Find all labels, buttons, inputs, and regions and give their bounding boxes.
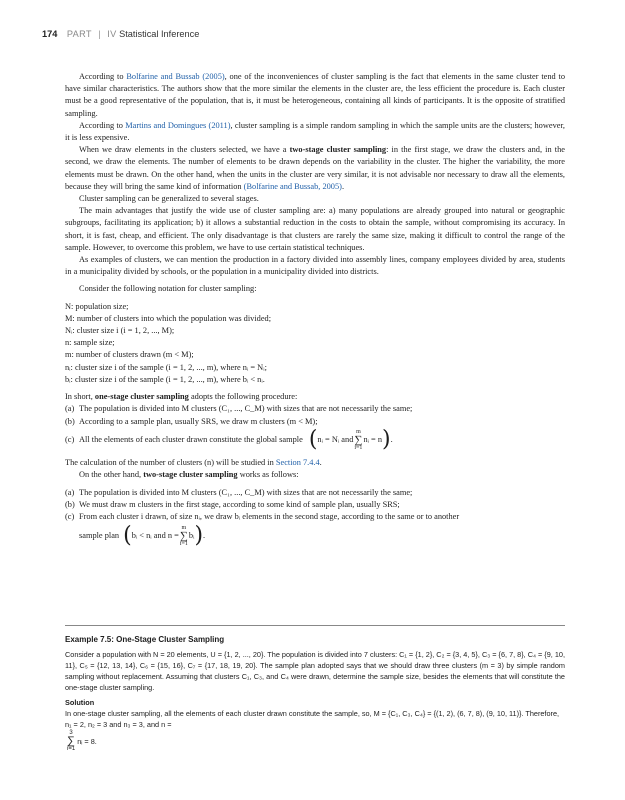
summation: m ∑ i=1 [179,524,188,547]
example-text: Consider a population with N = 20 elements, U = {1, 2, ..., 20}. The population is divided into 7 clusters: C₁ = {1, 2}, C₂ = {3, 4, 5}, C₃ = {6, 7, 8}, C₄ = {9, 10, 11}, C₅ = {12, 13, 14}, C₆ = {15, 16}, C₇ = {17, 18, 19, 20}. The sample plan adopted says that we should draw three clusters (m = 3) by simple random sampling without replacement. Assuming that clusters C₁, C₃, and C₄ were drawn, determine the sample size, besides the elements that will constitute the one-stage cluster sampling. [65,650,565,692]
summation: m ∑ i=1 [354,429,363,452]
paragraph-2: According to Martins and Domingues (2011), cluster sampling is a simple random sampling in which the sample units are the clusters; however, it is less expensive. [65,120,565,143]
part-label: PART [66,29,92,39]
paragraph-3: When we draw elements in the clusters selected, we have a two-stage cluster sampling: in the first stage, we draw the clusters and, in the second, we draw the elements. The number of elements to be drawn depends on the variability in the cluster. The higher the variability, the more elements must be drawn. On the other hand, when the units in the cluster are very similar, it is not advisable nor necessary to draw all the elements, because they will bring the same kind of information (Bolfarine and Bussab, 2005). [65,145,565,191]
list-item: (c) All the elements of each cluster drawn constitute the global sample ( nᵢ = Nᵢ and m ∑ i=1 nᵢ = n ) . [65,427,393,453]
math-equation: bᵢ < nᵢ and n = [131,530,179,540]
main-text [65,71,565,548]
list-item: (c) From each cluster i drawn, of size nᵢ, we draw bᵢ elements in the second stage, according to the same or to another [65,512,460,522]
paragraph-6: As examples of clusters, we can mention the production in a factory divided into assembly lines, company employees divided by area, students in a municipality divided by schools, or the population in a municipality divided into districts. [65,255,565,277]
page-number: 174 [42,29,58,39]
paragraph-1: According to Bolfarine and Bussab (2005), one of the inconveniences of cluster sampling is the fact that elements in the same cluster tend to have similar characteristics. The authors show that the more similar the elements in the cluster are, the less efficient the procedure is. Each cluster must be a good representative of the population, that is, it must be heterogeneous, containing all kinds of participants. It is the opposite of stratified sampling. [65,72,565,118]
part-number: IV [107,29,117,39]
notation-item: Nᵢ: cluster size i (i = 1, 2, ..., M); [65,326,175,336]
math-equation: nᵢ = Nᵢ and [317,434,354,444]
solution-label: Solution [65,698,95,707]
paragraph-5: The main advantages that justify the wide use of cluster sampling are: a) many populations are already grouped into natural or geographic subgroups, facilitating its application; b) it allows a substantial reduction in the costs to obtain the sample, without compromising its accuracy. In short, it is fast, cheap, and efficient. The only disadvantage is that clusters are rarely the same size, making it difficult to control the range of the sample. However, to overcome this problem, we have to use certain statistical techniques. [65,206,565,252]
notation-item: n: sample size; [65,338,115,348]
two-stage-steps [65,487,565,548]
section-link[interactable]: Section 7.4.4 [275,458,320,468]
list-item: (a) The population is divided into M clusters (C₁, ..., C_M) with sizes that are not necessarily the same; [65,404,413,414]
notation-item: nᵢ: cluster size i of the sample (i = 1, 2, ..., m), where nᵢ = Nᵢ; [65,362,267,372]
list-item: sample plan ( bᵢ < nᵢ and n = m ∑ i=1 bᵢ ) . [79,522,206,548]
calc-paragraph: The calculation of the number of clusters (n) will be studied in Section 7.4.4. [65,458,322,468]
one-stage-intro: In short, one-stage cluster sampling adopts the following procedure: [65,392,298,402]
citation-link[interactable]: Martins and Domingues (2011) [125,120,231,130]
running-header [42,29,199,39]
notation-item: bᵢ: cluster size i of the sample (i = 1, 2, ..., m), where bᵢ < nᵢ. [65,374,265,384]
citation-link[interactable]: Bolfarine and Bussab (2005) [126,72,225,81]
summation: 3 ∑ i=1 [67,730,76,752]
header-separator: | [98,29,101,39]
solution-text: In one-stage cluster sampling, all the elements of each cluster drawn constitute the sample, so, M = {C₁, C₃, C₄} = {(1, 2), (6, 7, 8), (9, 10, 11)}. Therefore, n₁ = 2, n₂ = 3 and n₃ = 3, and n = 3 ∑ i=1 nᵢ = 8. [65,709,560,752]
list-item: (b) We must draw m clusters in the first stage, according to some kind of sample plan, usually SRS; [65,499,400,509]
chapter-title: Statistical Inference [119,29,200,39]
notation-item: N: population size; [65,301,129,311]
list-item: (a) The population is divided into M clusters (C₁, ..., C_M) with sizes that are not necessarily the same; [65,487,413,497]
citation-link[interactable]: (Bolfarine and Bussab, 2005) [243,181,342,191]
example-box [65,625,565,752]
example-title: Example 7.5: One-Stage Cluster Sampling [65,635,225,644]
one-stage-steps [65,403,565,452]
two-stage-intro: On the other hand, two-stage cluster sampling works as follows: [79,470,299,480]
list-item: (b) According to a sample plan, usually SRS, we draw m clusters (m < M); [65,416,318,426]
notation-item: m: number of clusters drawn (m < M); [65,350,194,360]
notation-list [65,301,565,386]
paragraph-4: Cluster sampling can be generalized to several stages. [79,194,259,204]
notation-intro: Consider the following notation for cluster sampling: [79,284,257,294]
notation-item: M: number of clusters into which the population was divided; [65,313,272,323]
